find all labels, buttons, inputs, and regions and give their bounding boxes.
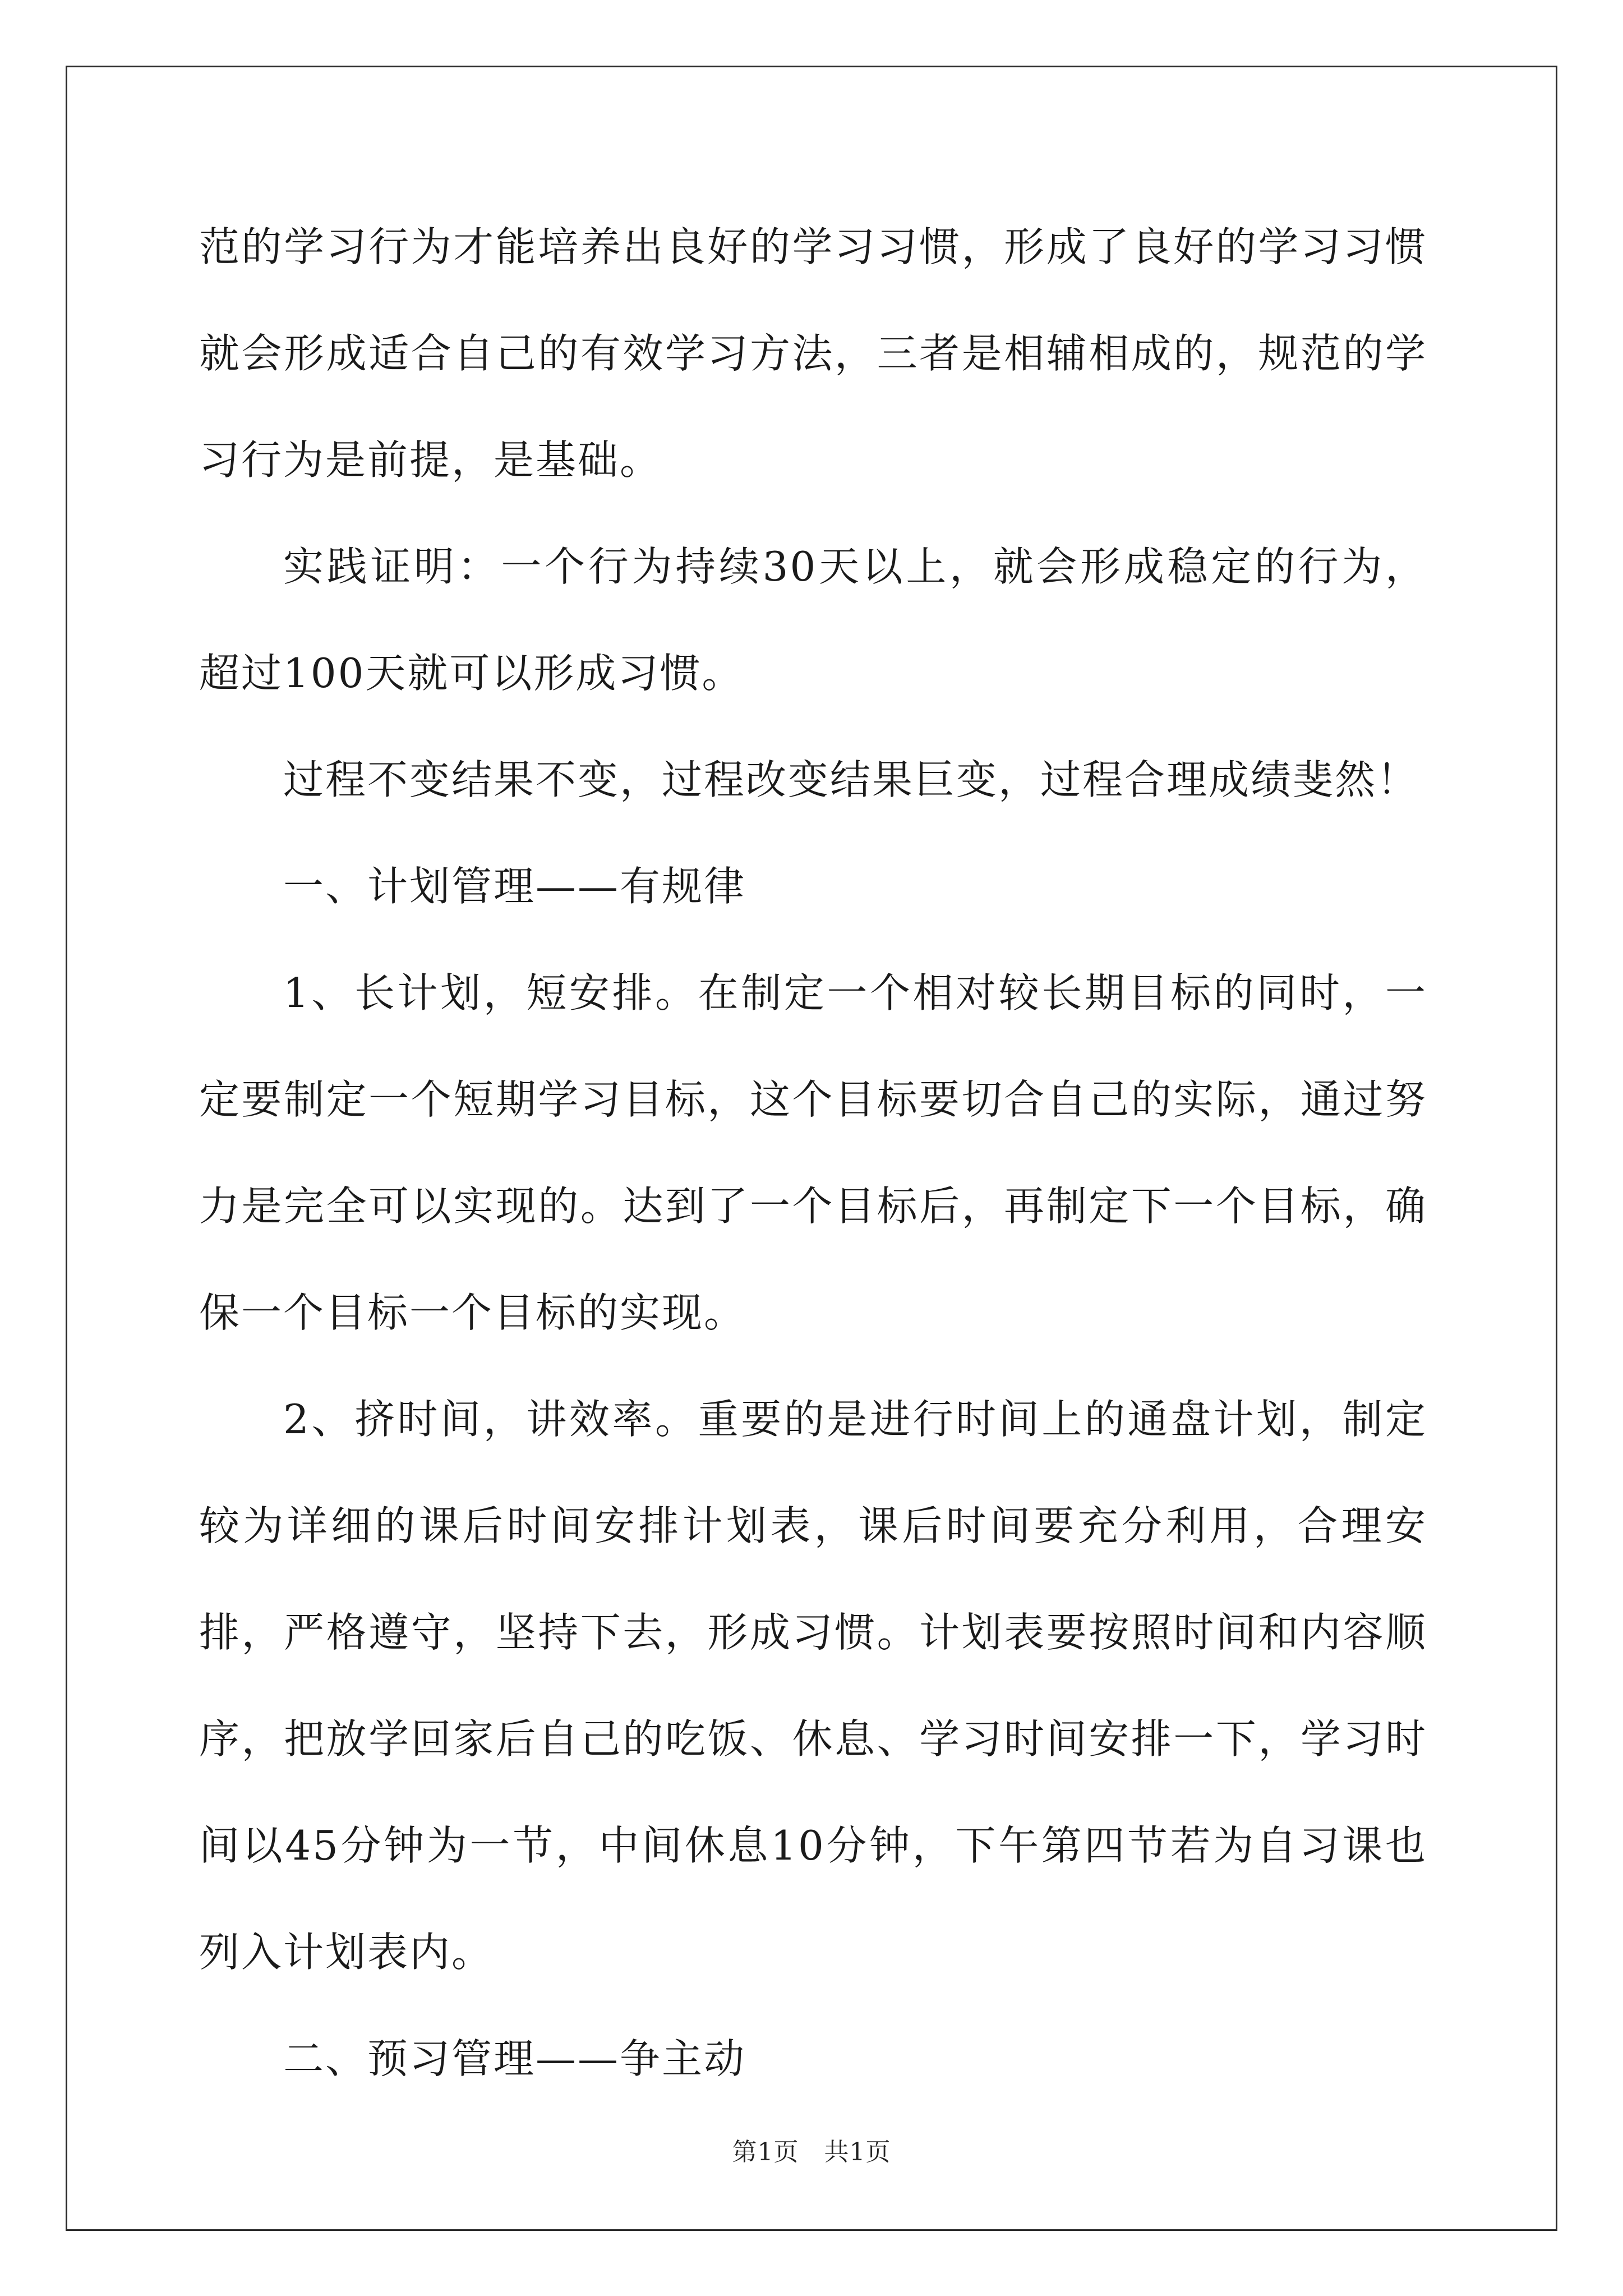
section-heading-preview: 二、预习管理——争主动 (283, 2035, 746, 2082)
paragraph-1: 范的学习行为才能培养出良好的学习习惯，形成了良好的学习习惯就会形成适合自己的有效学习方法，三者是相辅相成的，规范的学习行为是前提，是基础。 (199, 223, 1427, 484)
paragraph-4: 1、长计划，短安排。在制定一个相对较长期目标的同时，一定要制定一个短期学习目标，这个目标要切合自己的实际，通过努力是完全可以实现的。达到了一个目标后，再制定下一个目标，确保一个目标一个目标的实现。 (199, 969, 1427, 1336)
paragraph-3: 过程不变结果不变，过程改变结果巨变，过程合理成绩斐然！ (283, 756, 1419, 803)
document-body (199, 194, 1427, 2112)
paragraph-5: 2、挤时间，讲效率。重要的是进行时间上的通盘计划，制定较为详细的课后时间安排计划表，课后时间要充分利用，合理安排，严格遵守，坚持下去，形成习惯。计划表要按照时间和内容顺序，把放学回家后自己的吃饭、休息、学习时间安排一下，学习时间以45分钟为一节，中间休息10分钟，下午第四节若为自习课也列入计划表内。 (199, 1396, 1427, 1976)
paragraph-2: 实践证明：一个行为持续30天以上，就会形成稳定的行为，超过100天就可以形成习惯。 (199, 543, 1427, 697)
section-heading-plan: 一、计划管理——有规律 (283, 863, 746, 910)
page-footer: 第1页 共1页 (732, 2138, 891, 2166)
